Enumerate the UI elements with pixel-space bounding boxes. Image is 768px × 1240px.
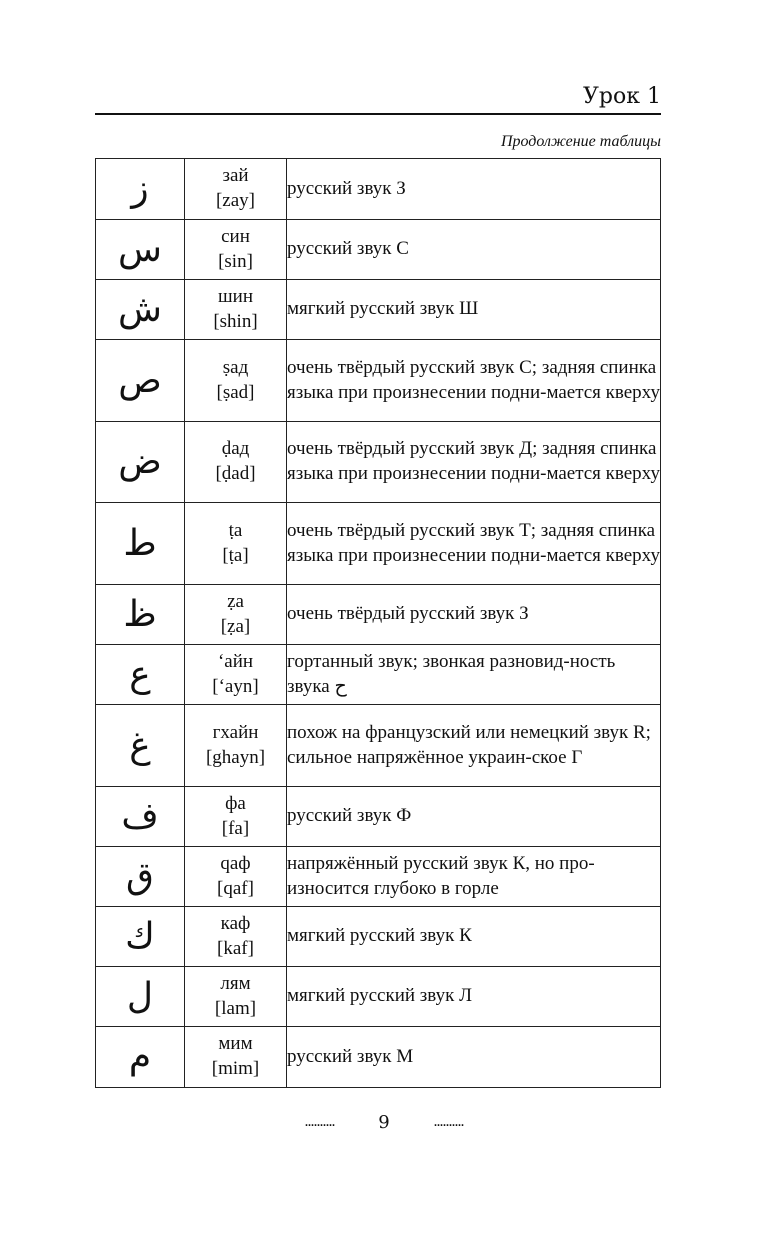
arabic-letter: ز bbox=[131, 168, 149, 209]
letter-name: qаф bbox=[220, 852, 251, 874]
table-row bbox=[96, 1027, 661, 1088]
letter-transliteration: [ṣad] bbox=[216, 381, 255, 403]
table-row bbox=[96, 787, 661, 847]
sound-description: русский звук С bbox=[287, 220, 661, 280]
footer-dots-right: .......... bbox=[433, 1113, 464, 1130]
letter-name: каф bbox=[220, 912, 251, 934]
table-row bbox=[96, 967, 661, 1027]
letter-name: ẓа bbox=[227, 590, 244, 612]
sound-description: мягкий русский звук Ш bbox=[287, 280, 661, 340]
letter-name: ṭа bbox=[228, 519, 243, 541]
letter-name-cell bbox=[185, 422, 287, 503]
table-row bbox=[96, 220, 661, 280]
letter-name-cell bbox=[185, 340, 287, 422]
letter-name-cell bbox=[185, 503, 287, 585]
letter-name-cell bbox=[185, 159, 287, 220]
sound-description: гортанный звук; звонкая разновид-ность звука ح bbox=[287, 645, 661, 705]
letter-transliteration: [‘ayn] bbox=[212, 675, 259, 697]
letter-name: мим bbox=[218, 1033, 253, 1055]
arabic-letter-cell bbox=[96, 159, 185, 220]
letter-name-cell bbox=[185, 847, 287, 907]
arabic-letter-cell bbox=[96, 847, 185, 907]
letter-name: син bbox=[221, 225, 250, 247]
table-row bbox=[96, 340, 661, 422]
table-continuation-note: Продолжение таблицы bbox=[500, 133, 661, 150]
arabic-letter-cell bbox=[96, 967, 185, 1027]
arabic-letter-cell bbox=[96, 787, 185, 847]
letter-name-cell bbox=[185, 280, 287, 340]
sound-description: очень твёрдый русский звук Т; задняя спинка языка при произнесении подни-мается кверху bbox=[287, 503, 661, 585]
table-row bbox=[96, 280, 661, 340]
arabic-letter: ص bbox=[118, 359, 162, 401]
letter-transliteration: [ṭa] bbox=[222, 544, 249, 566]
letter-name-cell bbox=[185, 705, 287, 787]
table-row bbox=[96, 159, 661, 220]
table-row bbox=[96, 705, 661, 787]
sound-description: похож на французский или немецкий звук R; сильное напряжённое украин-ское Г bbox=[287, 705, 661, 787]
letter-name-cell bbox=[185, 787, 287, 847]
running-head: Урок 1 bbox=[583, 84, 661, 109]
letter-transliteration: [shin] bbox=[213, 310, 258, 332]
letter-transliteration: [qaf] bbox=[217, 877, 254, 899]
arabic-letter: ط bbox=[123, 522, 157, 564]
arabic-letter-cell bbox=[96, 645, 185, 705]
arabic-letter: ع bbox=[129, 653, 151, 695]
sound-description: мягкий русский звук Л bbox=[287, 967, 661, 1027]
letter-name: гхайн bbox=[212, 721, 259, 743]
arabic-letter-cell bbox=[96, 280, 185, 340]
arabic-letter: ق bbox=[126, 855, 154, 897]
table-row bbox=[96, 907, 661, 967]
letter-name: ḍад bbox=[221, 438, 250, 460]
arabic-letter-cell bbox=[96, 705, 185, 787]
arabic-letter: م bbox=[128, 1036, 152, 1077]
arabic-letter-cell bbox=[96, 907, 185, 967]
table-row bbox=[96, 503, 661, 585]
letter-name: зай bbox=[222, 165, 249, 187]
alphabet-table-body bbox=[96, 159, 661, 1088]
sound-description: очень твёрдый русский звук З bbox=[287, 585, 661, 645]
arabic-letter-cell bbox=[96, 1027, 185, 1088]
letter-name: ‘айн bbox=[217, 650, 254, 672]
letter-name-cell bbox=[185, 585, 287, 645]
arabic-letter: ك bbox=[125, 915, 155, 957]
sound-description: русский звук Ф bbox=[287, 787, 661, 847]
arabic-letter-cell bbox=[96, 422, 185, 503]
arabic-letter-cell bbox=[96, 220, 185, 280]
letter-name-cell bbox=[185, 1027, 287, 1088]
footer-dots-left: .......... bbox=[304, 1113, 335, 1130]
letter-transliteration: [sin] bbox=[218, 250, 253, 272]
arabic-letter: ل bbox=[126, 975, 154, 1017]
table-row bbox=[96, 585, 661, 645]
header-rule bbox=[95, 113, 661, 115]
arabic-letter-cell bbox=[96, 340, 185, 422]
table-row bbox=[96, 645, 661, 705]
letter-name: ṣад bbox=[222, 356, 249, 378]
page-footer bbox=[0, 1112, 768, 1133]
sound-description: русский звук З bbox=[287, 159, 661, 220]
letter-transliteration: [mim] bbox=[211, 1058, 260, 1079]
table-row bbox=[96, 422, 661, 503]
arabic-letter-cell bbox=[96, 503, 185, 585]
letter-name-cell bbox=[185, 220, 287, 280]
arabic-letter: ظ bbox=[123, 593, 157, 635]
letter-name: лям bbox=[220, 972, 251, 994]
table-row bbox=[96, 847, 661, 907]
arabic-letter: ف bbox=[121, 795, 159, 837]
page-number: 9 bbox=[378, 1112, 390, 1133]
letter-transliteration: [zay] bbox=[215, 190, 256, 211]
letter-transliteration: [kaf] bbox=[217, 937, 254, 959]
sound-description: мягкий русский звук К bbox=[287, 907, 661, 967]
letter-transliteration: [ghayn] bbox=[205, 746, 266, 768]
letter-transliteration: [fa] bbox=[221, 817, 250, 839]
sound-description: очень твёрдый русский звук С; задняя спинка языка при произнесении подни-мается кверху bbox=[287, 340, 661, 422]
letter-transliteration: [lam] bbox=[214, 997, 257, 1019]
alphabet-table bbox=[95, 158, 661, 1088]
sound-description: очень твёрдый русский звук Д; задняя спинка языка при произнесении подни-мается кверху bbox=[287, 422, 661, 503]
letter-name: фа bbox=[225, 792, 246, 814]
letter-name: шин bbox=[218, 285, 253, 307]
letter-transliteration: [ẓa] bbox=[220, 615, 251, 637]
letter-name-cell bbox=[185, 967, 287, 1027]
arabic-letter-cell bbox=[96, 585, 185, 645]
letter-name-cell bbox=[185, 645, 287, 705]
arabic-letter: س bbox=[118, 228, 162, 270]
sound-description: напряжённый русский звук К, но про-износится глубоко в горле bbox=[287, 847, 661, 907]
arabic-letter: ض bbox=[118, 441, 162, 482]
sound-description: русский звук М bbox=[287, 1027, 661, 1088]
letter-transliteration: [ḍad] bbox=[215, 463, 256, 484]
letter-name-cell bbox=[185, 907, 287, 967]
arabic-letter: ش bbox=[118, 288, 162, 330]
arabic-letter: غ bbox=[129, 724, 151, 766]
